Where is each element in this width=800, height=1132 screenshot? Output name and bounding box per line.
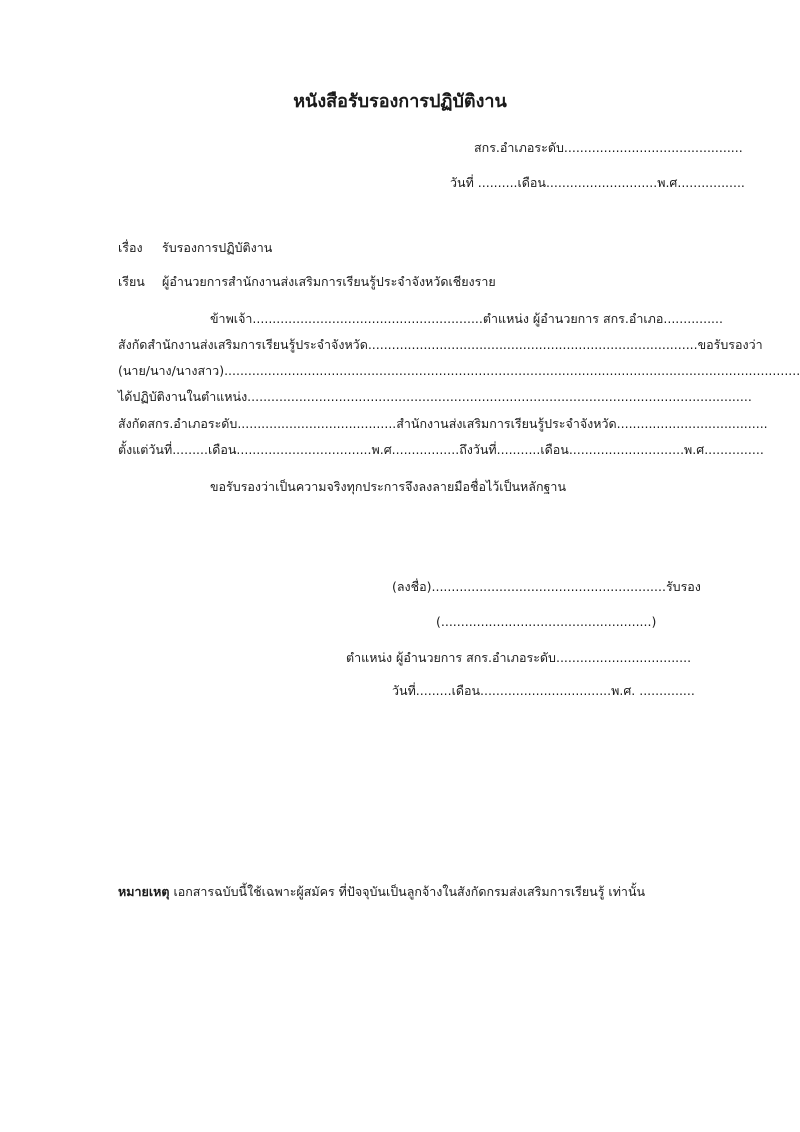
body-line: ได้ปฏิบัติงานในตำแหน่ง............................................................................................................................... [118,389,752,404]
document-title: หนังสือรับรองการปฏิบัติงาน [293,91,507,112]
subject-label: เรื่อง [118,240,143,255]
signature-date-line: วันที่.........เดือน.................................พ.ศ. .............. [392,683,695,698]
office-line: สกร.อำเภอระดับ............................................. [474,140,743,155]
body-line: ตั้งแต่วันที่.........เดือน..................................พ.ศ.................ถึงวันที่...........เดือน.............................พ.ศ............... [118,442,764,457]
note-label: หมายเหตุ [118,884,170,899]
signature-line: (ลงชื่อ)...........................................................รับรอง [392,579,701,594]
body-line: ข้าพเจ้า..........................................................ตำแหน่ง ผู้อำนวยการ สกร.อำเภอ............... [210,311,723,326]
body-line: สังกัดสกร.อำเภอระดับ........................................สำนักงานส่งเสริมการเรียนรู้ประจำจังหวัด...................................... [118,416,768,431]
body-line: สังกัดสำนักงานส่งเสริมการเรียนรู้ประจำจังหวัด...................................................................................ขอรับรองว่า [118,337,763,352]
body-line: (นาย/นาง/นางสาว)................................................................................................................................................. [118,363,800,378]
recipient-text: ผู้อำนวยการสำนักงานส่งเสริมการเรียนรู้ประจำจังหวัดเชียงราย [162,274,496,289]
subject-text: รับรองการปฏิบัติงาน [162,240,273,255]
signature-position-line: ตำแหน่ง ผู้อำนวยการ สกร.อำเภอระดับ.................................. [346,650,692,665]
note [118,884,645,900]
recipient-label: เรียน [118,274,145,289]
note-text: เอกสารฉบับนี้ใช้เฉพาะผู้สมัคร ที่ปัจจุบันเป็นลูกจ้างในสังกัดกรมส่งเสริมการเรียนรู้ เท่านั้น [173,884,646,899]
signature-name-line: (.....................................................) [436,614,657,629]
header-date-line: วันที่ ..........เดือน............................พ.ศ................. [450,175,745,190]
certify-text: ขอรับรองว่าเป็นความจริงทุกประการจึงลงลายมือชื่อไว้เป็นหลักฐาน [210,479,566,494]
